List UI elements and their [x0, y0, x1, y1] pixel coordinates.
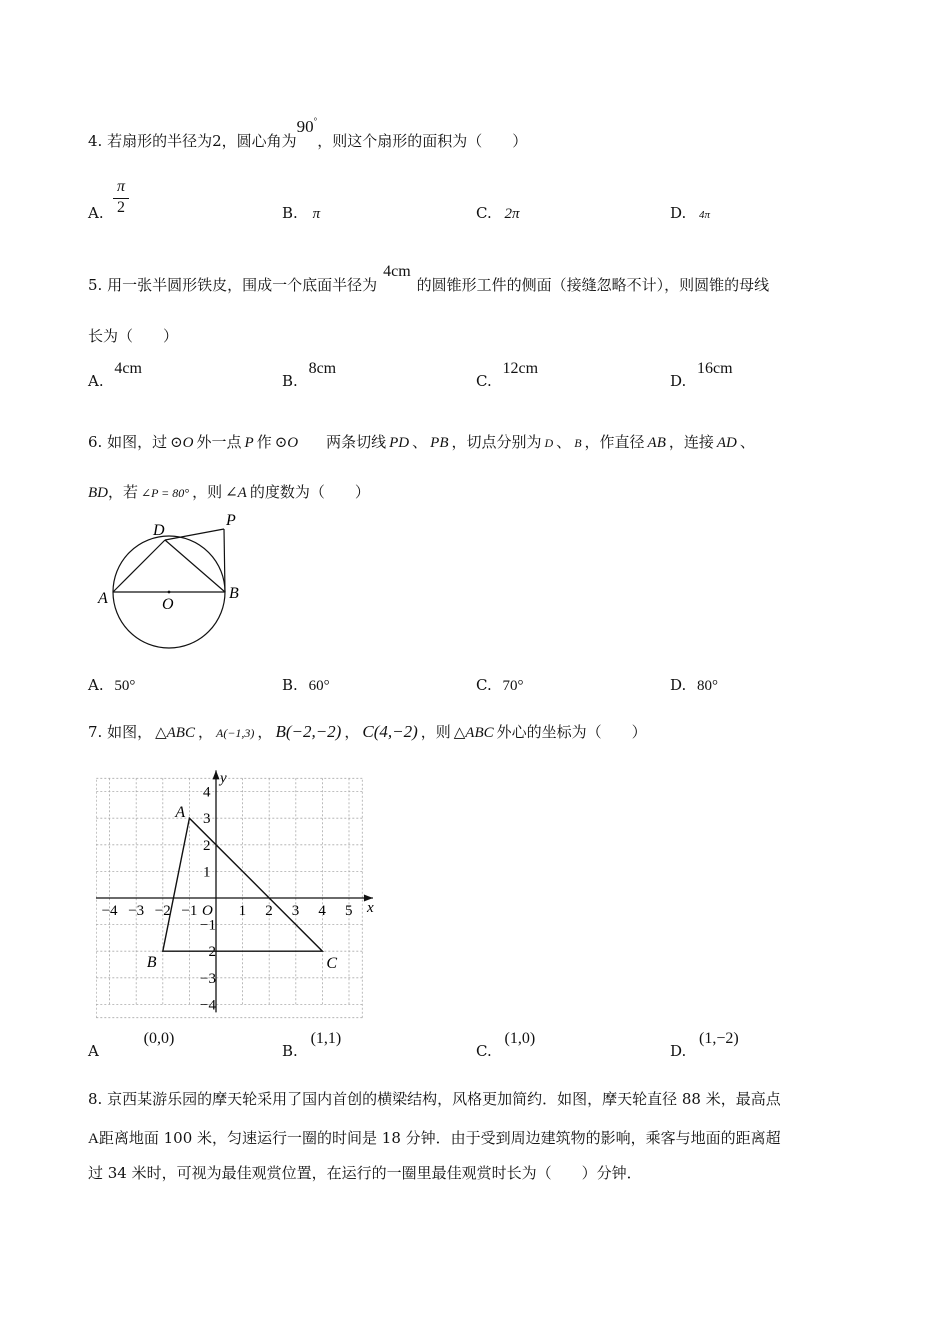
q6-option-c[interactable] — [476, 676, 524, 695]
q8-text: 京西某游乐园的摩天轮采用了国内首创的横梁结构，风格更加简约．如图，摩天轮直径 88 米，最高点 — [107, 1090, 781, 1108]
q6-line-bd: BD — [88, 485, 108, 501]
option-label: C. — [476, 1042, 492, 1060]
q7-option-b[interactable] — [282, 1030, 342, 1061]
q6-text: 外一点 — [196, 433, 242, 451]
q6-point-d: D — [544, 436, 554, 450]
option-value: 80° — [697, 678, 719, 694]
q6-label-d: D — [153, 522, 165, 539]
q6-point-b: B — [574, 436, 582, 450]
x-axis-label: x — [366, 900, 374, 916]
q7-axes — [96, 770, 373, 1012]
fraction-denominator: 2 — [113, 198, 129, 217]
q6-text: 如图，过 — [107, 433, 168, 451]
option-label: A. — [88, 676, 104, 694]
q7-stem — [88, 722, 647, 743]
q6-option-d[interactable] — [670, 676, 718, 695]
x-tick-label: 4 — [318, 903, 326, 919]
option-label: A — [88, 1042, 99, 1060]
y-tick-label: −3 — [200, 970, 216, 987]
q6-label-p: P — [226, 512, 236, 529]
q7-text: 如图， — [107, 723, 153, 741]
q7-triangle: △ABC — [453, 725, 494, 741]
q4-option-d[interactable] — [670, 204, 710, 222]
q6-sep: 、 — [556, 433, 572, 451]
option-value: (1,0) — [504, 1030, 536, 1047]
q6-text: ，连接 — [668, 433, 714, 451]
y-tick-label: −2 — [200, 944, 216, 961]
q4-stem-text: 若扇形的半径为2，圆心角为 — [107, 132, 297, 150]
q8-text: 过 34 米时，可视为最佳观赏位置，在运行的一圈里最佳观赏时长为（ ）分钟． — [88, 1164, 642, 1182]
option-value: (0,0) — [143, 1030, 175, 1047]
y-axis-label: y — [220, 770, 227, 787]
q4-option-a[interactable] — [88, 204, 104, 222]
q6-text: ，切点分别为 — [451, 433, 542, 451]
q4-number: 4. — [88, 132, 103, 150]
option-value: (1,−2) — [699, 1030, 739, 1047]
option-value: 16cm — [697, 360, 733, 377]
q4-option-a-fraction — [113, 178, 129, 217]
option-value: (1,1) — [310, 1030, 342, 1047]
q6-circle-o: ⊙O — [274, 435, 299, 451]
option-label: B. — [282, 1042, 298, 1060]
q6-angle-a: ∠A — [225, 485, 247, 501]
q6-label-b: B — [229, 585, 239, 602]
q6-stem — [88, 432, 755, 453]
option-value: 12cm — [502, 360, 539, 377]
x-tick-label: 3 — [291, 903, 300, 919]
q7-option-c[interactable] — [476, 1030, 536, 1061]
y-tick-label: 4 — [203, 784, 211, 801]
q6-text: ，作直径 — [584, 433, 645, 451]
q7-point-b: B(−2,−2) — [275, 722, 342, 741]
y-tick-label: −1 — [200, 917, 216, 934]
q6-text: 作 — [256, 433, 272, 451]
q6-option-a[interactable] — [88, 676, 135, 695]
q8-text: 距离地面 100 米，匀速运行一圈的时间是 18 分钟．由于受到周边建筑物的影响，乘客与地面的距离超 — [98, 1129, 781, 1147]
option-label: C. — [476, 372, 492, 390]
option-value: 4cm — [114, 360, 142, 377]
q4-stem-tail: ，则这个扇形的面积为（ ） — [317, 132, 528, 150]
y-axis-arrow — [213, 770, 220, 779]
q6-diameter-ab: AB — [647, 435, 666, 451]
option-label: C. — [476, 676, 492, 694]
q6-segment-db — [165, 540, 225, 592]
q4-degree: ° — [313, 116, 318, 126]
q7-option-d[interactable] — [670, 1030, 739, 1061]
q6-option-b[interactable] — [282, 676, 330, 695]
option-value: 4π — [699, 209, 711, 221]
q6-text: 两条切线 — [326, 433, 387, 451]
q5-stem-text: 用一张半圆形铁皮，围成一个底面半径为 — [107, 276, 378, 294]
q6-segment-ad — [113, 540, 165, 592]
y-tick-label: −4 — [200, 997, 216, 1014]
vertex-label-c: C — [326, 955, 338, 973]
x-tick-label: 1 — [238, 903, 247, 919]
option-label: D. — [670, 1042, 687, 1060]
q5-option-d[interactable] — [670, 360, 733, 391]
origin-label: O — [202, 903, 213, 919]
q6-sep: 、 — [739, 433, 755, 451]
q6-condition: ∠P = 80° — [141, 486, 190, 500]
q5-stem — [88, 263, 770, 296]
q7-triangle-figure — [147, 804, 338, 972]
y-tick-label: 3 — [203, 811, 211, 828]
option-label: D. — [670, 204, 687, 222]
q6-label-a: A — [98, 590, 108, 607]
q8-stem-line1 — [88, 1089, 781, 1109]
option-label: A. — [88, 204, 104, 222]
q5-radius: 4cm — [383, 263, 411, 280]
q4-angle: 90 — [296, 117, 314, 136]
q5-option-a[interactable] — [88, 360, 142, 391]
q7-point-c: C(4,−2) — [362, 722, 418, 741]
q5-stem-mid: 的圆锥形工件的侧面（接缝忽略不计），则圆锥的母线 — [416, 276, 770, 294]
q7-number: 7. — [88, 723, 103, 741]
q6-center-dot — [168, 591, 171, 594]
option-value: 50° — [114, 678, 136, 694]
q8-point-a: A — [88, 1131, 99, 1147]
q6-line-pd: PD — [389, 435, 410, 451]
q7-option-a[interactable] — [88, 1030, 175, 1061]
q7-sep: ， — [197, 723, 213, 741]
q7-coordinate-figure — [96, 760, 386, 1020]
y-tick-label: 2 — [203, 837, 211, 854]
q6-figure — [96, 508, 256, 668]
q6-line-pb: PB — [430, 435, 449, 451]
q6-text: ，则 — [192, 483, 223, 501]
q7-sep: ， — [257, 723, 273, 741]
x-tick-label: −2 — [154, 903, 171, 919]
x-tick-label: −1 — [181, 903, 198, 919]
q5-number: 5. — [88, 276, 103, 294]
q8-number: 8. — [88, 1090, 103, 1108]
q7-text: ，则 — [420, 723, 451, 741]
option-value: π — [312, 206, 321, 222]
q6-line-ad: AD — [716, 435, 737, 451]
option-label: B. — [282, 204, 298, 222]
option-value: 2π — [504, 206, 520, 222]
q5-option-b[interactable] — [282, 360, 337, 391]
x-tick-label: 5 — [345, 903, 353, 919]
fraction-numerator: π — [116, 178, 125, 195]
q7-tick-labels — [102, 770, 374, 1013]
q7-triangle: △ABC — [155, 725, 195, 741]
option-value: 8cm — [308, 360, 337, 377]
q6-stem-line2 — [88, 482, 370, 503]
x-tick-label: −3 — [128, 903, 145, 919]
x-tick-label: 2 — [265, 903, 273, 919]
option-label: C. — [476, 204, 492, 222]
q4-stem — [88, 116, 528, 153]
q8-stem-line3 — [88, 1163, 642, 1183]
q6-tangent-pd — [165, 529, 224, 540]
q7-sep: ， — [344, 723, 360, 741]
q5-option-c[interactable] — [476, 360, 539, 391]
q5-stem-tail: 长为（ ） — [88, 327, 179, 345]
q5-stem-line2 — [88, 326, 178, 346]
q7-text: 外心的坐标为（ ） — [496, 723, 647, 741]
option-label: D. — [670, 372, 687, 390]
option-label: B. — [282, 372, 298, 390]
option-value: 70° — [502, 678, 524, 694]
q6-text: 的度数为（ ） — [249, 483, 370, 501]
vertex-label-a: A — [175, 804, 186, 822]
vertex-label-b: B — [146, 954, 157, 972]
q6-number: 6. — [88, 433, 103, 451]
option-label: D. — [670, 676, 687, 694]
q6-circle-o: ⊙O — [170, 435, 194, 451]
option-label: A. — [88, 372, 104, 390]
q8-stem-line2 — [88, 1128, 781, 1149]
q6-sep: 、 — [412, 433, 428, 451]
x-tick-label: −4 — [101, 903, 118, 919]
q7-point-a: A(−1,3) — [216, 726, 255, 740]
y-tick-label: 1 — [203, 864, 211, 881]
q6-point-p: P — [244, 435, 254, 451]
q6-text: ，若 — [108, 483, 139, 501]
option-label: B. — [282, 676, 298, 694]
option-value: 60° — [308, 678, 330, 694]
q4-option-c[interactable] — [476, 204, 520, 223]
q4-option-b[interactable] — [282, 204, 320, 223]
q6-label-o: O — [162, 596, 174, 613]
